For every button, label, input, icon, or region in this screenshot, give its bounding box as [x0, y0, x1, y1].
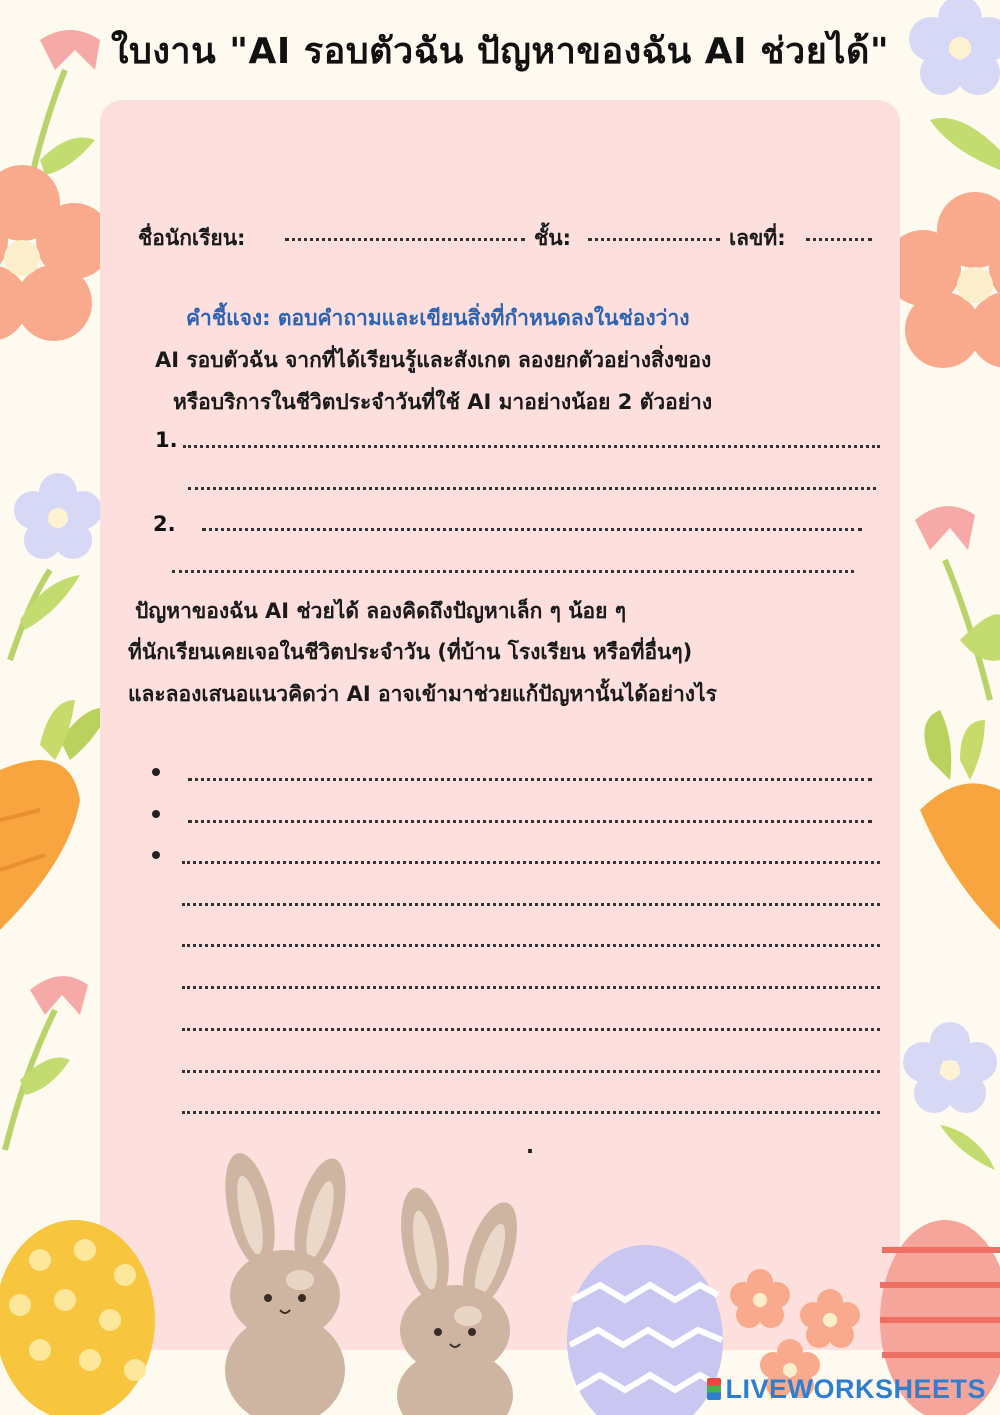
answer5-line2[interactable] — [182, 903, 880, 906]
watermark-text: LIVEWORKSHEETS — [725, 1374, 986, 1404]
bunny-icon — [216, 1149, 355, 1415]
item-number: 1. — [155, 428, 178, 452]
answer5-line5[interactable] — [182, 1028, 880, 1031]
answer2-line2[interactable] — [172, 570, 854, 573]
bullet-icon — [152, 851, 160, 859]
answer5-line3[interactable] — [182, 944, 880, 947]
easter-egg-icon — [567, 1245, 723, 1415]
student-number-field[interactable] — [806, 238, 872, 241]
section2-prompt-line3: และลองเสนอแนวคิดว่า AI อาจเข้ามาช่วยแก้ปัญหานั้นได้อย่างไร — [128, 682, 717, 706]
item-number: 2. — [153, 512, 176, 536]
class-label: ชั้น: — [534, 226, 572, 250]
answer1-line1[interactable] — [183, 445, 880, 448]
answer5-line7[interactable] — [182, 1111, 880, 1114]
student-name-label: ชื่อนักเรียน: — [138, 226, 246, 250]
answer3-line[interactable] — [188, 778, 872, 781]
answer1-line2[interactable] — [188, 487, 876, 490]
student-name-field[interactable] — [285, 238, 525, 241]
section2-prompt-line1: ปัญหาของฉัน AI ช่วยได้ ลองคิดถึงปัญหาเล็ก ๆ น้อย ๆ — [135, 599, 627, 623]
answer5-line1[interactable] — [182, 861, 880, 864]
worksheet-title: ใบงาน "AI รอบตัวฉัน ปัญหาของฉัน AI ช่วยได้" — [110, 31, 890, 72]
answer5-line6[interactable] — [182, 1070, 880, 1073]
class-field[interactable] — [588, 238, 720, 241]
easter-egg-icon — [0, 1220, 155, 1415]
answer5-line4[interactable] — [182, 986, 880, 989]
liveworksheets-icon — [707, 1378, 721, 1400]
bullet-icon — [152, 810, 160, 818]
instruction-text: คำชี้แจง: ตอบคำถามและเขียนสิ่งที่กำหนดลงในช่องว่าง — [186, 306, 690, 330]
section2-prompt-line2: ที่นักเรียนเคยเจอในชีวิตประจำวัน (ที่บ้าน โรงเรียน หรือที่อื่นๆ) — [128, 640, 693, 664]
footer-dot: . — [526, 1134, 534, 1158]
bullet-icon — [152, 768, 160, 776]
answer4-line[interactable] — [188, 820, 872, 823]
liveworksheets-logo[interactable] — [707, 1374, 986, 1405]
bunny-icon — [393, 1184, 528, 1415]
answer2-line1[interactable] — [202, 528, 862, 531]
student-number-label: เลขที่: — [729, 226, 786, 250]
section1-prompt-line1: AI รอบตัวฉัน จากที่ได้เรียนรู้และสังเกต ลองยกตัวอย่างสิ่งของ — [155, 348, 712, 372]
section1-prompt-line2: หรือบริการในชีวิตประจำวันที่ใช้ AI มาอย่างน้อย 2 ตัวอย่าง — [173, 390, 713, 414]
